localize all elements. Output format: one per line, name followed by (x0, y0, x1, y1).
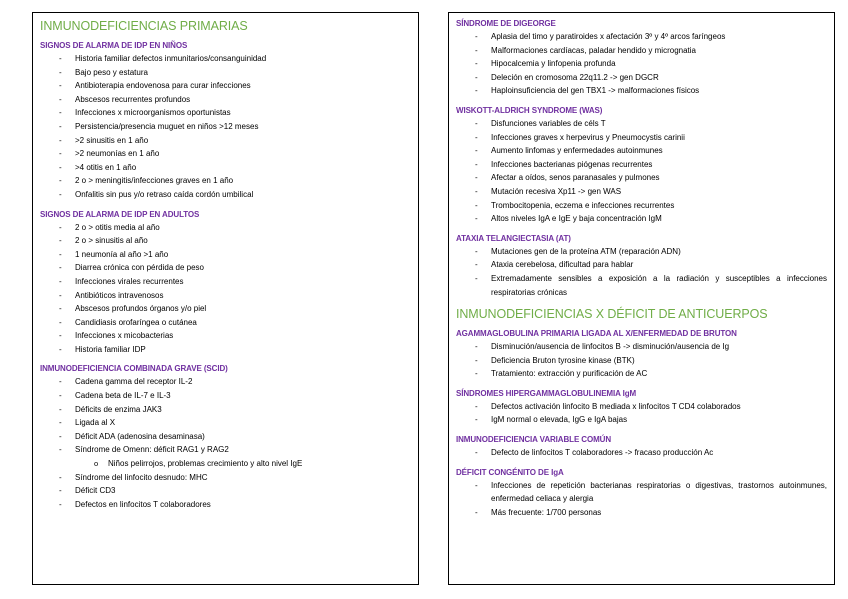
page-title: INMUNODEFICIENCIAS PRIMARIAS (40, 19, 248, 33)
list-item: - Aumento linfomas y enfermedades autoinmunes (456, 144, 827, 158)
list-item: - Mutación recesiva Xp11 -> gen WAS (456, 185, 827, 199)
list-item: - Malformaciones cardíacas, paladar hendido y micrognatia (456, 44, 827, 58)
section-bruton (456, 328, 827, 381)
bullet-list (456, 340, 827, 381)
list-item: - Historia familiar defectos inmunitarios/consanguinidad (40, 52, 411, 66)
list-item: - Deleción en cromosoma 22q11.2 -> gen DGCR (456, 71, 827, 85)
list-item: - Cadena beta de IL-7 e IL-3 (40, 389, 411, 403)
list-item: - Defectos activación linfocito B mediada x linfocitos T CD4 colaborados (456, 400, 827, 414)
bullet-list (456, 479, 827, 520)
list-item: - Onfalitis sin pus y/o retraso caída cordón umbilical (40, 188, 411, 202)
list-item: - Ligada al X (40, 416, 411, 430)
list-item: - Tratamiento: extracción y purificación de AC (456, 367, 827, 381)
antibody-deficiency-title: INMUNODEFICIENCIAS X DÉFICIT DE ANTICUERPOS (456, 307, 768, 322)
list-item: - Aplasia del timo y paratiroides x afectación 3º y 4º arcos faríngeos (456, 30, 827, 44)
list-item: - Cadena gamma del receptor IL-2 (40, 375, 411, 389)
list-item: - 2 o > otitis media al año (40, 221, 411, 235)
bullet-list (456, 117, 827, 226)
list-item: - Antibioterapia endovenosa para curar infecciones (40, 79, 411, 93)
bullet-list (40, 375, 411, 457)
list-item: - Extremadamente sensibles a exposición a la radiación y susceptibles a infecciones respiratorias crónicas (456, 272, 827, 299)
list-item: - Defecto de linfocitos T colaboradores -> fracaso producción Ac (456, 446, 827, 460)
list-item: - Infecciones de repetición bacterianas respiratorias o digestivas, trastornos autoinmunes, enfermedad celiaca y alergia (456, 479, 827, 506)
list-item: - Abscesos profundos órganos y/o piel (40, 302, 411, 316)
list-item: - Candidiasis orofaríngea o cutánea (40, 316, 411, 330)
section-title: AGAMMAGLOBULINA PRIMARIA LIGADA AL X/ENFERMEDAD DE BRUTON (456, 329, 737, 339)
left-page (32, 12, 419, 585)
list-item: - Déficit ADA (adenosina desaminasa) (40, 430, 411, 444)
bullet-list (40, 471, 411, 512)
list-item: - Hipocalcemia y linfopenia profunda (456, 57, 827, 71)
list-item: - Disminución/ausencia de linfocitos B -> disminución/ausencia de Ig (456, 340, 827, 354)
list-item: - Haploinsuficiencia del gen TBX1 -> malformaciones físicos (456, 84, 827, 98)
section-cvid (456, 434, 827, 460)
list-item: - 2 o > meningitis/infecciones graves en 1 año (40, 174, 411, 188)
list-item: - Disfunciones variables de céls T (456, 117, 827, 131)
list-item: - IgM normal o elevada, IgG e IgA bajas (456, 413, 827, 427)
section-title: SIGNOS DE ALARMA DE IDP EN NIÑOS (40, 41, 188, 50)
list-item: - Infecciones graves x herpevirus y Pneumocystis carinii (456, 131, 827, 145)
section-hyper-igm (456, 388, 827, 427)
list-item: - >2 sinusitis en 1 año (40, 134, 411, 148)
section-wiskott-aldrich (456, 105, 827, 226)
list-item: - Deficiencia Bruton tyrosine kinase (BTK) (456, 354, 827, 368)
section-title: INMUNODEFICIENCIA COMBINADA GRAVE (SCID) (40, 364, 228, 374)
list-item: - Más frecuente: 1/700 personas (456, 506, 827, 520)
list-item: - Trombocitopenia, eczema e infecciones recurrentes (456, 199, 827, 213)
list-item: - Déficit CD3 (40, 484, 411, 498)
list-item: - Síndrome del linfocito desnudo: MHC (40, 471, 411, 485)
list-item: - Infecciones virales recurrentes (40, 275, 411, 289)
list-item: - Bajo peso y estatura (40, 66, 411, 80)
list-item: - >2 neumonías en 1 año (40, 147, 411, 161)
list-item: - Abscesos recurrentes profundos (40, 93, 411, 107)
list-item: - Defectos en linfocitos T colaboradores (40, 498, 411, 512)
bullet-list (40, 221, 411, 357)
list-item: - 2 o > sinusitis al año (40, 234, 411, 248)
list-item: - Mutaciones gen de la proteína ATM (reparación ADN) (456, 245, 827, 259)
list-item: - Ataxia cerebelosa, dificultad para hablar (456, 258, 827, 272)
bullet-list (456, 400, 827, 427)
bullet-list (456, 245, 827, 299)
list-item: - Altos niveles IgA e IgE y baja concentración IgM (456, 212, 827, 226)
list-item: - Diarrea crónica con pérdida de peso (40, 261, 411, 275)
section-title: ATAXIA TELANGIECTASIA (AT) (456, 233, 571, 243)
list-item: - Historia familiar IDP (40, 343, 411, 357)
section-title: INMUNODEFICIENCIA VARIABLE COMÚN (456, 435, 612, 445)
list-item: - Déficits de enzima JAK3 (40, 403, 411, 417)
bullet-list (40, 52, 411, 202)
section-digeorge (456, 18, 827, 98)
right-page (448, 12, 835, 585)
section-title: WISKOTT-ALDRICH SYNDROME (WAS) (456, 105, 603, 115)
section-title: DÉFICIT CONGÉNITO DE IgA (456, 467, 564, 477)
section-title: SÍNDROME DE DIGEORGE (456, 19, 556, 28)
section-scid (40, 363, 411, 511)
bullet-list (456, 446, 827, 460)
list-item: - Persistencia/presencia muguet en niños >12 meses (40, 120, 411, 134)
list-item: - Infecciones bacterianas piógenas recurrentes (456, 158, 827, 172)
list-item: - Infecciones x microorganismos oportunistas (40, 106, 411, 120)
section-iga-deficiency (456, 467, 827, 520)
list-item: - Infecciones x micobacterias (40, 329, 411, 343)
section-children-warning-signs (40, 40, 411, 202)
section-title: SÍNDROMES HIPERGAMMAGLOBULINEMIA IgM (456, 388, 637, 398)
list-item: - 1 neumonía al año >1 año (40, 248, 411, 262)
list-item: - Síndrome de Omenn: déficit RAG1 y RAG2 (40, 443, 411, 457)
sub-list (40, 457, 411, 471)
section-ataxia-telangiectasia (456, 233, 827, 299)
list-item: - Afectar a oídos, senos paranasales y pulmones (456, 171, 827, 185)
section-title: SIGNOS DE ALARMA DE IDP EN ADULTOS (40, 209, 200, 219)
bullet-list (456, 30, 827, 98)
list-item: - >4 otitis en 1 año (40, 161, 411, 175)
section-adult-warning-signs (40, 209, 411, 357)
list-item: - Antibióticos intravenosos (40, 289, 411, 303)
sub-list-item: o Niños pelirrojos, problemas crecimiento y alto nivel IgE (40, 457, 411, 471)
